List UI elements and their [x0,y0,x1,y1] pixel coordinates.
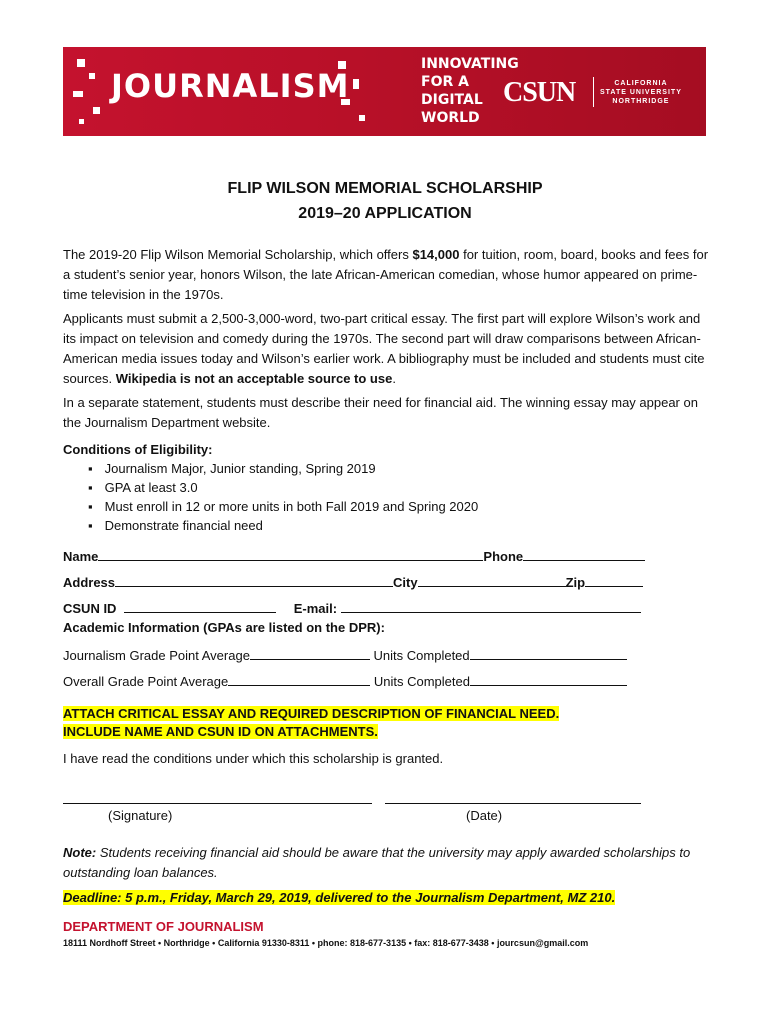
decor-square [89,73,95,79]
page-subtitle: 2019–20 APPLICATION [298,205,472,222]
note-paragraph: Note: Students receiving financial aid should be aware that the university may apply awarded scholarships to outstanding loan balances. [63,845,691,880]
name-field[interactable] [98,546,483,561]
decor-square [359,115,365,121]
overall-units-field[interactable] [470,671,627,686]
list-item: ▪ Must enroll in 12 or more units in both Fall 2019 and Spring 2020 [88,497,478,516]
decor-square [77,59,85,67]
signature-field[interactable] [63,803,372,804]
page-title: FLIP WILSON MEMORIAL SCHOLARSHIP [227,180,543,197]
decor-square [353,79,359,89]
list-item: ▪ Demonstrate financial need [88,516,478,535]
name-phone-row: Name Phone [63,546,645,564]
address-row: Address City Zip [63,572,643,590]
id-email-row: CSUN ID E-mail: [63,598,641,616]
contact-info: 18111 Nordhoff Street • Northridge • California 91330-8311 • phone: 818-677-3135 • fax: 818-677-3438 • jourcsun@gmail.com [63,938,589,948]
scholarship-amount: $14,000 [412,247,460,262]
decor-square [93,107,100,114]
intro-paragraph: The 2019-20 Flip Wilson Memorial Scholarship, which offers $14,000 for tuition, room, board, books and fees for a student’s senior year, honors Wilson, the late African-American comedian, whose humor appeared on prime-time television in the 1970s. [63,247,709,302]
statement-paragraph: In a separate statement, students must describe their need for financial aid. The winning essay may appear on the Journalism Department website. [63,395,698,430]
date-field[interactable] [385,803,641,804]
header-banner [63,47,706,136]
decor-square [73,91,83,97]
csun-id-field[interactable] [124,598,276,613]
journalism-gpa-row: Journalism Grade Point Average Units Completed [63,645,627,663]
deadline: Deadline: 5 p.m., Friday, March 29, 2019, delivered to the Journalism Department, MZ 210. [63,890,616,905]
email-field[interactable] [341,598,641,613]
phone-field[interactable] [523,546,645,561]
attach-line-1: ATTACH CRITICAL ESSAY AND REQUIRED DESCRIPTION OF FINANCIAL NEED. [63,706,560,721]
department-name: DEPARTMENT OF JOURNALISM [63,919,264,934]
conditions-list [88,459,478,535]
university-name: CALIFORNIA STATE UNIVERSITY NORTHRIDGE [600,80,682,105]
essay-paragraph: Applicants must submit a 2,500-3,000-word, two-part critical essay. The first part will explore Wilson’s work and its impact on television and comedy during the 1970s. The second part will draw comparisons between African-American media issues today and Wilson’s earlier work. A bibliography must be included and students must cite sources. Wikipedia is not an acceptable source to use. [63,311,705,386]
journalism-gpa-field[interactable] [250,645,370,660]
journalism-logo: JOURNALISM [111,67,350,105]
address-field[interactable] [115,572,393,587]
academic-heading: Academic Information (GPAs are listed on the DPR): [63,620,385,635]
decor-square [79,119,84,124]
logo-divider [593,77,594,107]
list-item: ▪ Journalism Major, Junior standing, Spring 2019 [88,459,478,478]
attach-line-2: INCLUDE NAME AND CSUN ID ON ATTACHMENTS. [63,724,378,739]
overall-gpa-row: Overall Grade Point Average Units Completed [63,671,627,689]
overall-gpa-field[interactable] [228,671,370,686]
city-field[interactable] [418,572,566,587]
read-conditions: I have read the conditions under which this scholarship is granted. [63,751,444,766]
journalism-units-field[interactable] [470,645,627,660]
zip-field[interactable] [585,572,643,587]
csun-logo: CSUN [503,77,576,108]
date-label: (Date) [466,808,503,823]
conditions-heading: Conditions of Eligibility: [63,442,213,457]
signature-label: (Signature) [108,808,173,823]
list-item: ▪ GPA at least 3.0 [88,478,478,497]
banner-tagline: INNOVATING FOR A DIGITAL WORLD [421,56,519,126]
